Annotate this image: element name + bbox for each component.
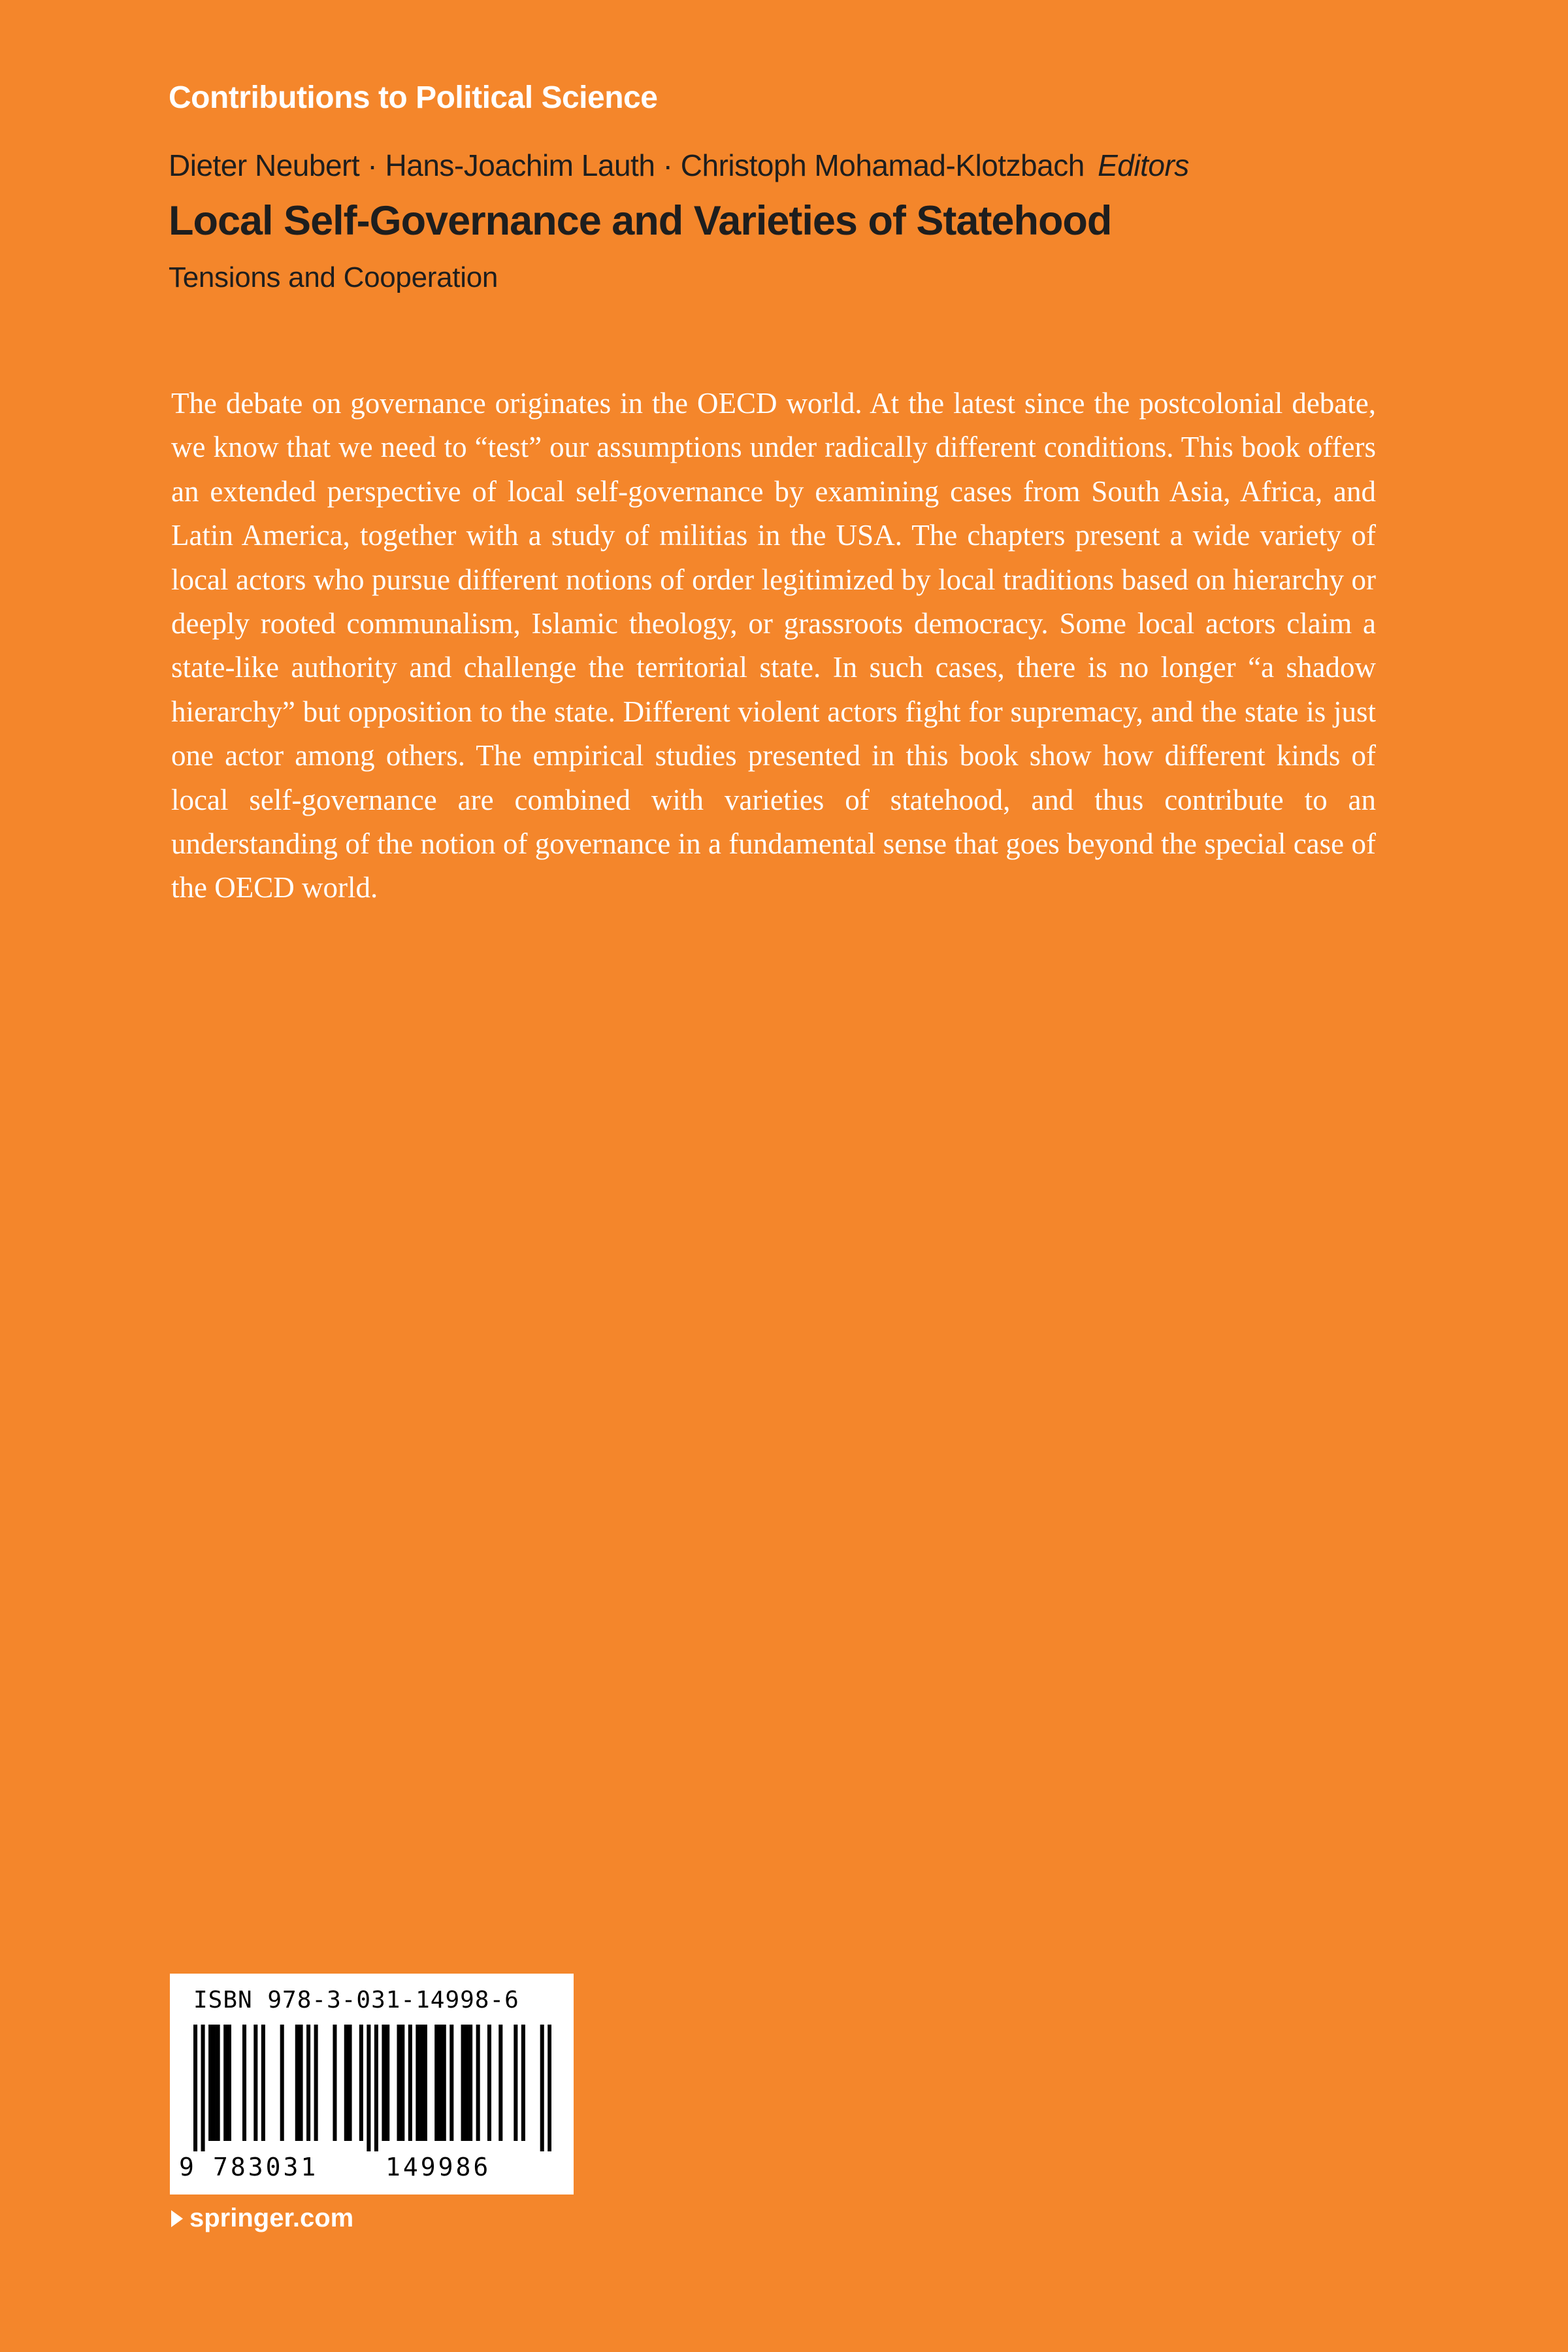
barcode-bar [419, 2025, 423, 2141]
barcode-bar [521, 2025, 525, 2141]
book-description: The debate on governance originates in the OECD world. At the latest since the postcolonial debate, we know that we need to “test” our assumptions under radically different conditions. This book offers an extended perspective of local self-governance by examining cases from South Asia, Africa, and Latin America, together with a study of militias in the USA. The chapters present a wide variety of local actors who pursue different notions of order legitimized by local traditions based on hierarchy or deeply rooted communalism, Islamic theology, or grassroots democracy. Some local actors claim a state-like authority and challenge the territorial state. In such cases, there is no longer “a shadow hierarchy” but opposition to the state. Different violent actors fight for supremacy, and the state is just one actor among others. The empirical studies presented in this book show how different kinds of local self-governance are combined with varieties of statehood, and thus contribute to an understanding of the notion of governance in a fundamental sense that goes beyond the special case of the OECD world. [171, 387, 1376, 904]
barcode-bar [227, 2025, 231, 2141]
barcode-bar [374, 2025, 378, 2151]
barcode-bar [397, 2025, 400, 2141]
barcode-bar [212, 2025, 216, 2141]
barcode-bar [468, 2025, 472, 2141]
barcode-bar [465, 2025, 468, 2141]
barcode-bar [442, 2025, 446, 2141]
barcode-bar [208, 2025, 212, 2141]
barcode-first-digit: 9 [179, 2153, 194, 2181]
isbn-label: ISBN 978-3-031-14998-6 [193, 1987, 519, 2013]
barcode-bar [385, 2025, 389, 2141]
barcode-bar [348, 2025, 352, 2141]
barcode-bar [253, 2025, 257, 2141]
barcode-bar [201, 2025, 205, 2151]
barcode-bar [547, 2025, 551, 2151]
book-title: Local Self-Governance and Varieties of Statehood [169, 198, 1112, 244]
barcode-bar [400, 2025, 404, 2141]
barcode-bar [193, 2025, 197, 2151]
editor-names: Dieter Neubert · Hans-Joachim Lauth · Christoph Mohamad-Klotzbach [169, 148, 1085, 182]
barcode-bar [487, 2025, 491, 2141]
barcode-bar [449, 2025, 453, 2141]
barcode-bar [261, 2025, 265, 2141]
editors-line [169, 148, 1189, 183]
publisher-website-label: springer.com [189, 2204, 354, 2232]
barcode-bar [242, 2025, 246, 2141]
barcode-bar [540, 2025, 544, 2151]
barcode-left-digits: 783031 [213, 2153, 319, 2181]
barcode-bar [359, 2025, 363, 2141]
barcode-bar [408, 2025, 412, 2141]
barcode-bars [193, 2025, 551, 2151]
barcode-bar [498, 2025, 502, 2141]
barcode-bar [461, 2025, 465, 2141]
barcode-bar [333, 2025, 336, 2141]
publisher-website[interactable] [171, 2204, 353, 2233]
barcode-bar [423, 2025, 427, 2141]
barcode-right-digits: 149986 [385, 2153, 491, 2181]
barcode-bar [314, 2025, 318, 2141]
barcode-bar [223, 2025, 227, 2141]
barcode-bar [344, 2025, 348, 2141]
barcode-bar [434, 2025, 438, 2141]
barcode-bar [476, 2025, 480, 2141]
barcode-bar [438, 2025, 442, 2141]
arrow-right-icon [171, 2210, 183, 2227]
barcode-bar [280, 2025, 284, 2141]
barcode-bar [514, 2025, 517, 2141]
barcode-bar [382, 2025, 385, 2141]
editors-role: Editors [1098, 148, 1189, 182]
barcode-bar [299, 2025, 303, 2141]
barcode-bar [416, 2025, 419, 2141]
series-name: Contributions to Political Science [169, 80, 658, 115]
barcode-bar [295, 2025, 299, 2141]
barcode-bar [367, 2025, 370, 2151]
barcode-bar [306, 2025, 310, 2141]
isbn-barcode-box [170, 1974, 574, 2195]
barcode-bar [216, 2025, 220, 2141]
book-subtitle: Tensions and Cooperation [169, 261, 498, 293]
